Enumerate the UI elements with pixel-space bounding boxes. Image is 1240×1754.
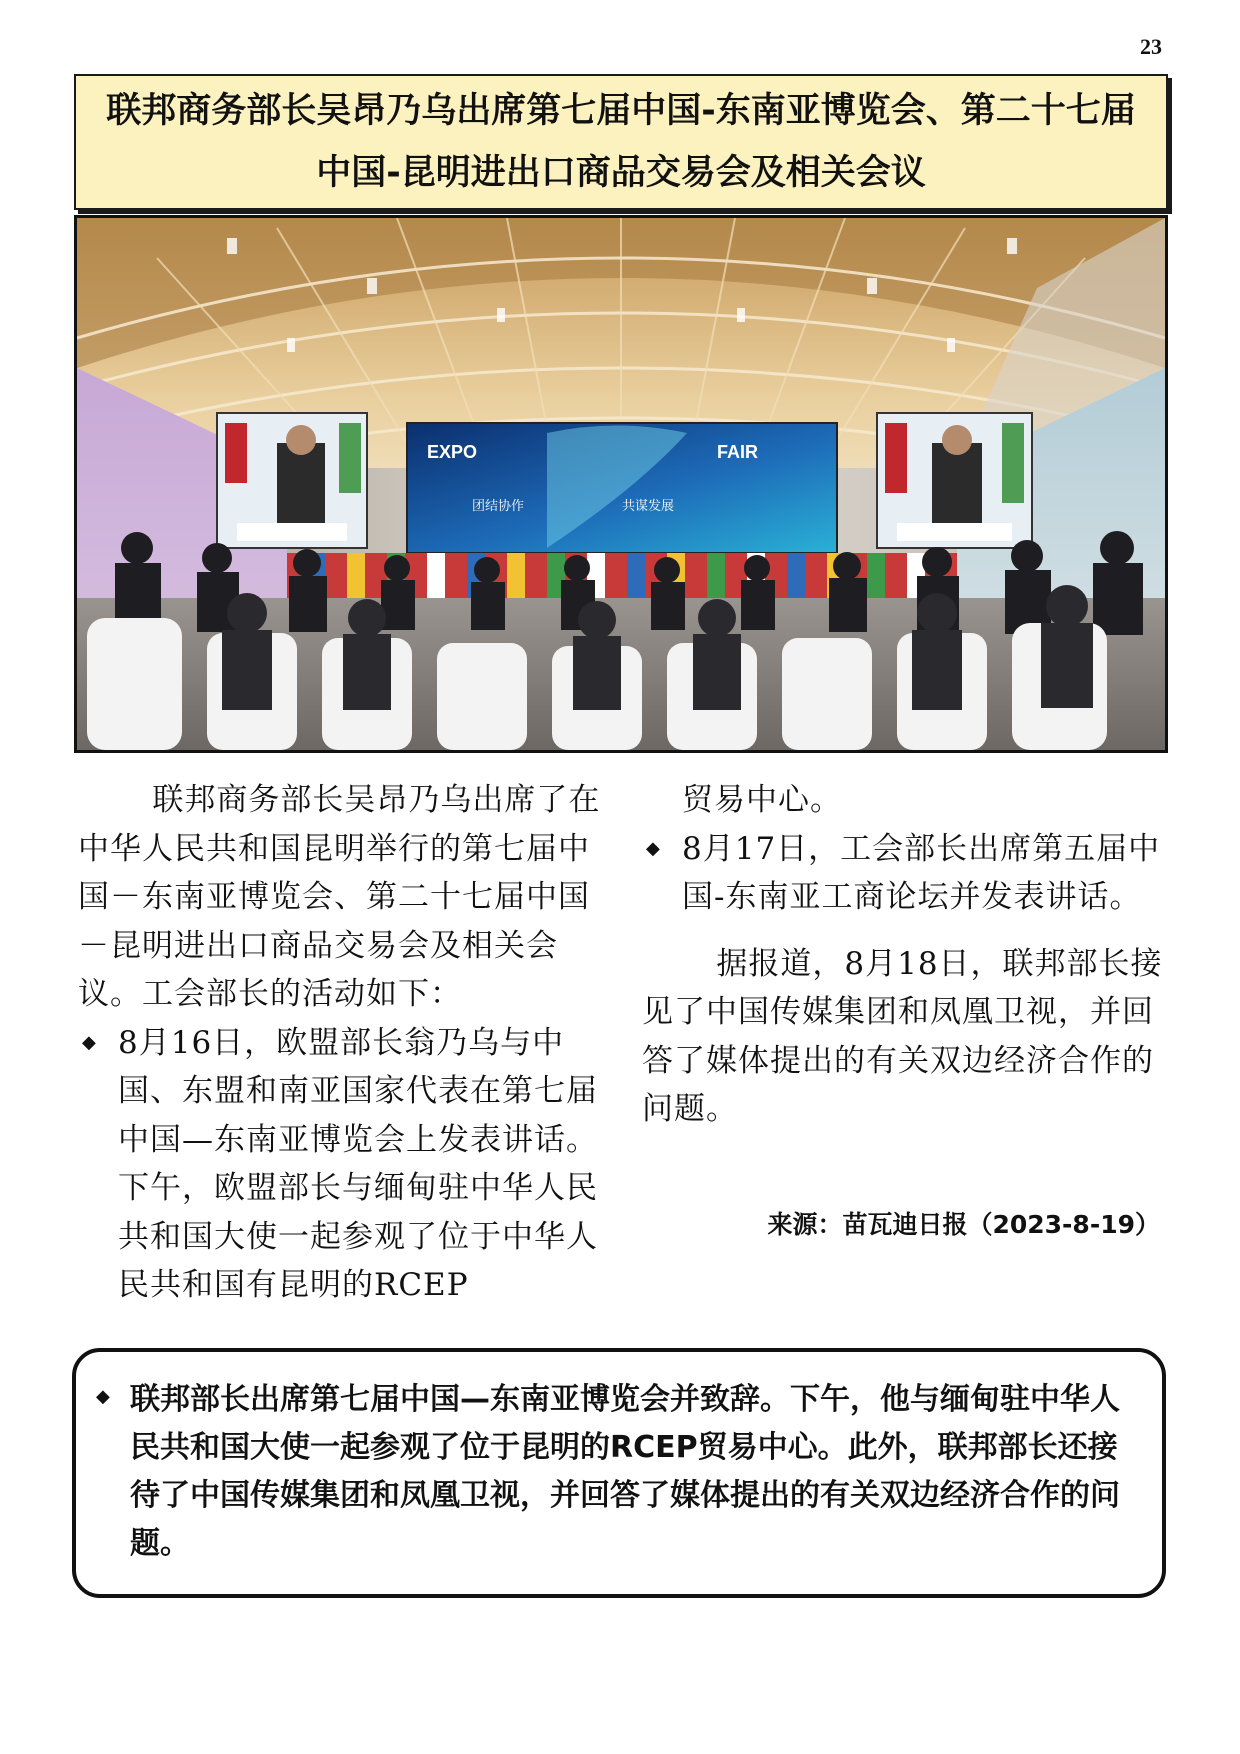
article-intro: 联邦商务部长吴昂乃乌出席了在中华人民共和国昆明举行的第七届中国－东南亚博览会、第二十七届中国－昆明进出口商品交易会及相关会议。工会部长的活动如下：: [78, 782, 601, 1012]
article-right-column: [642, 776, 1168, 1134]
page-number: 23: [1140, 34, 1162, 59]
expo-logo: EXPO: [427, 442, 478, 462]
summary-box: [72, 1348, 1166, 1598]
fair-logo: FAIR: [717, 442, 759, 462]
bullet-continuation: [642, 776, 1168, 825]
title-box: [74, 74, 1168, 210]
diamond-bullet-icon: ◆: [646, 837, 661, 859]
bullet-text-aug17: 8月17日，工会部长出席第五届中国-东南亚工商论坛并发表讲话。: [682, 830, 1161, 915]
screen-caption-right: 共谋发展: [622, 499, 675, 514]
diamond-bullet-icon: ◆: [96, 1386, 110, 1407]
article-left-column: [78, 776, 606, 1310]
screen-caption-left: 团结协作: [472, 499, 525, 514]
source-citation: 来源：苗瓦迪日报（2023-8-19）: [767, 1210, 1160, 1239]
bullet-text-aug16: 8月16日，欧盟部长翁乃乌与中国、东盟和南亚国家代表在第七届中国—东南亚博览会上发表讲话。下午，欧盟部长与缅甸驻中华人民共和国大使一起参观了位于中华人民共和国有昆明的RCEP: [118, 1024, 598, 1303]
bullet-text-aug16-continued: 贸易中心。: [682, 782, 842, 818]
page-title: 联邦商务部长吴昂乃乌出席第七届中国-东南亚博览会、第二十七届中国-昆明进出口商品交易会及相关会议: [106, 91, 1136, 193]
conference-hall-illustration: [77, 218, 1165, 750]
article-closing: 据报道，8月18日，联邦部长接见了中国传媒集团和凤凰卫视，并回答了媒体提出的有关双边经济合作的问题。: [642, 945, 1163, 1127]
conference-photo: [74, 215, 1168, 753]
diamond-bullet-icon: ◆: [82, 1031, 97, 1053]
bullet-item-aug17: [642, 825, 1168, 922]
bullet-item-aug16: [78, 1019, 606, 1310]
summary-text: 联邦部长出席第七届中国—东南亚博览会并致辞。下午，他与缅甸驻中华人民共和国大使一起参观了位于昆明的RCEP贸易中心。此外，联邦部长还接待了中国传媒集团和凤凰卫视，并回答了媒体提出的有关双边经济合作的问题。: [130, 1382, 1120, 1561]
